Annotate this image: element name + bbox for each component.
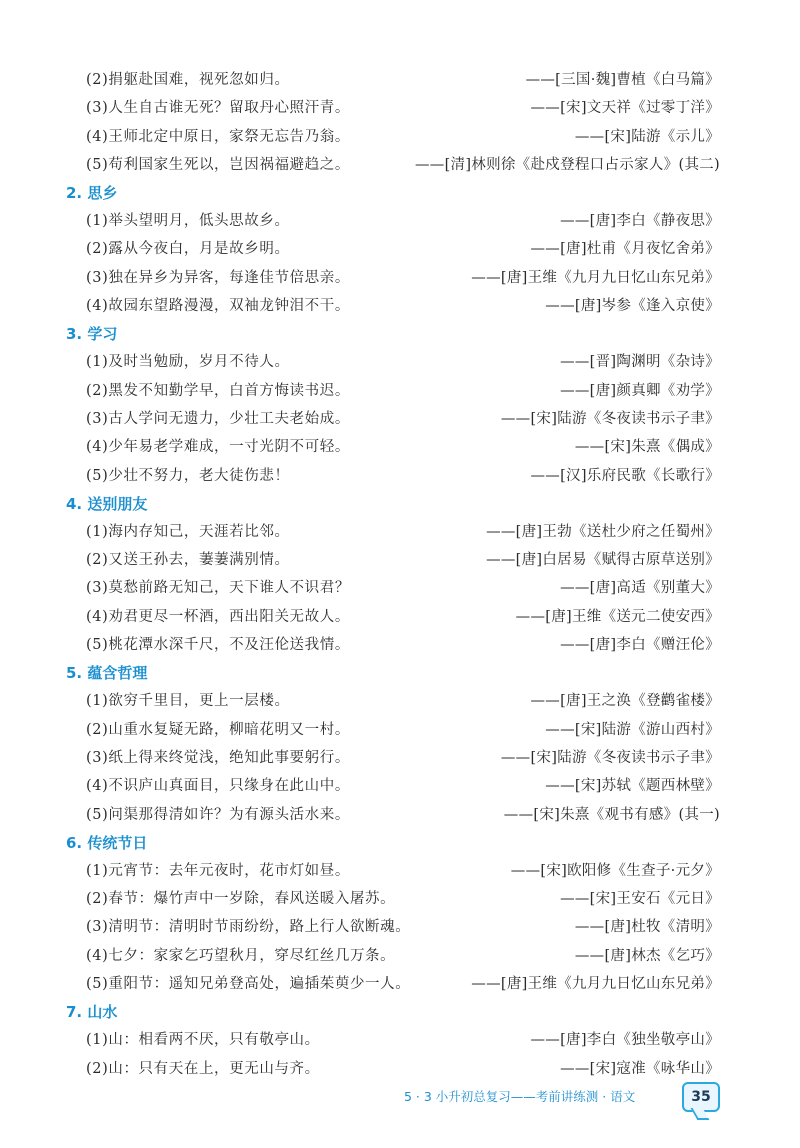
quote-text: (2)山重水复疑无路，柳暗花明又一村。 [86,721,350,738]
quote-source: ——[唐]李白《赠汪伦》 [560,637,720,654]
quote-line [0,574,800,602]
quote-line [0,631,800,659]
quote-line [0,377,800,405]
quote-source: ——[宋]文天祥《过零丁洋》 [530,100,720,117]
quote-text: (1)海内存知己，天涯若比邻。 [86,523,290,540]
section-title: 4. 送别朋友 [66,494,148,513]
quote-source: ——[唐]李白《独坐敬亭山》 [530,1032,720,1049]
quote-source: ——[宋]朱熹《偶成》 [574,439,720,456]
quote-source: ——[唐]王之涣《登鹳雀楼》 [530,693,720,710]
quote-source: ——[宋]寇准《咏华山》 [560,1060,720,1077]
quote-line [0,772,800,800]
quote-text: (5)少壮不努力，老大徒伤悲！ [86,467,290,484]
quote-source: ——[汉]乐府民歌《长歌行》 [530,467,720,484]
section-title: 3. 学习 [66,325,118,344]
quote-line [0,264,800,292]
quote-line [0,1026,800,1054]
quote-text: (4)王师北定中原日，家祭无忘告乃翁。 [86,128,350,145]
quote-line [0,123,800,151]
section [0,998,800,1083]
quote-source: ——[唐]王维《九月九日忆山东兄弟》 [471,976,720,993]
quote-text: (5)问渠那得清如许？为有源头活水来。 [86,806,350,823]
quote-text: (2)露从今夜白，月是故乡明。 [86,241,290,258]
quote-text: (4)七夕：家家乞巧望秋月，穿尽红丝几万条。 [86,947,396,964]
quote-source: ——[唐]王维《送元二使安西》 [515,608,720,625]
quote-source: ——[唐]杜甫《月夜忆舍弟》 [530,241,720,258]
quote-source: ——[唐]岑参《逢入京使》 [545,298,720,315]
quote-source: ——[宋]欧阳修《生查子·元夕》 [510,862,720,879]
section-title: 6. 传统节日 [66,833,148,852]
quote-text: (2)春节：爆竹声中一岁除，春风送暖入屠苏。 [86,891,396,908]
quote-line [0,292,800,320]
quote-line [0,1055,800,1083]
quote-line [0,716,800,744]
quote-text: (2)捐躯赴国难，视死忽如归。 [86,72,290,88]
quote-text: (5)重阳节：遥知兄弟登高处，遍插茱萸少一人。 [86,976,411,993]
section-title: 5. 蕴含哲理 [66,664,148,683]
quote-text: (1)欲穷千里目，更上一层楼。 [86,693,290,710]
quote-text: (5)苟利国家生死以，岂因祸福避趋之。 [86,156,350,173]
quote-source: ——[宋]陆游《冬夜读书示子聿》 [500,410,720,427]
quote-source: ——[清]林则徐《赴戍登程口占示家人》(其二) [414,156,720,173]
quote-line [0,885,800,913]
quote-line [0,970,800,998]
quote-text: (3)人生自古谁无死？留取丹心照汗青。 [86,100,350,117]
section [0,490,800,659]
intro-lines [0,0,800,179]
quote-source: ——[宋]陆游《游山西村》 [545,721,720,738]
quote-text: (1)举头望明月，低头思故乡。 [86,213,290,230]
badge-tail [691,1108,710,1120]
quote-line [0,151,800,179]
quote-text: (1)及时当勉励，岁月不待人。 [86,354,290,371]
quote-text: (4)少年易老学难成，一寸光阴不可轻。 [86,439,350,456]
quote-text: (3)独在异乡为异客，每逢佳节倍思亲。 [86,269,350,286]
section [0,179,800,320]
quote-source: ——[唐]白居易《赋得古原草送别》 [486,552,720,569]
quote-source: ——[宋]陆游《冬夜读书示子聿》 [500,749,720,766]
quote-line [0,66,800,94]
quote-line [0,546,800,574]
quote-text: (4)不识庐山真面目，只缘身在此山中。 [86,778,350,795]
quote-line [0,744,800,772]
section-title: 2. 思乡 [66,184,118,203]
quote-source: ——[唐]王维《九月九日忆山东兄弟》 [471,269,720,286]
section-title: 7. 山水 [66,1003,118,1022]
quote-source: ——[三国·魏]曹植《白马篇》 [525,72,720,88]
quote-source: ——[宋]朱熹《观书有感》(其一) [503,806,720,823]
quote-line [0,603,800,631]
quote-text: (4)故园东望路漫漫，双袖龙钟泪不干。 [86,298,350,315]
quote-source: ——[唐]王勃《送杜少府之任蜀州》 [486,523,720,540]
quote-line [0,913,800,941]
quote-source: ——[宋]苏轼《题西林壁》 [545,778,720,795]
quote-source: ——[唐]李白《静夜思》 [560,213,720,230]
section [0,659,800,828]
footer-text: 5 · 3 小升初总复习——考前讲练测 · 语文 [404,1089,636,1104]
quote-text: (3)古人学问无遗力，少壮工夫老始成。 [86,410,350,427]
quote-line [0,687,800,715]
quote-line [0,857,800,885]
quote-text: (5)桃花潭水深千尺，不及汪伦送我情。 [86,637,350,654]
quote-text: (3)莫愁前路无知己，天下谁人不识君？ [86,580,350,597]
quote-line [0,518,800,546]
quote-line [0,942,800,970]
page-number-badge [682,1082,720,1112]
section [0,320,800,489]
quote-text: (3)清明节：清明时节雨纷纷，路上行人欲断魂。 [86,919,411,936]
quote-source: ——[宋]陆游《示儿》 [574,128,720,145]
quote-source: ——[唐]高适《别董大》 [560,580,720,597]
quote-line [0,207,800,235]
quote-source: ——[唐]林杰《乞巧》 [574,947,720,964]
quote-text: (2)黑发不知勤学早，白首方悔读书迟。 [86,382,350,399]
quote-source: ——[唐]颜真卿《劝学》 [560,382,720,399]
quote-text: (1)元宵节：去年元夜时，花市灯如昼。 [86,862,350,879]
quote-source: ——[宋]王安石《元日》 [560,891,720,908]
quote-text: (1)山：相看两不厌，只有敬亭山。 [86,1032,320,1049]
quote-source: ——[唐]杜牧《清明》 [574,919,720,936]
quote-source: ——[晋]陶渊明《杂诗》 [560,354,720,371]
section [0,829,800,998]
quote-text: (2)又送王孙去，萋萋满别情。 [86,552,290,569]
quote-line [0,801,800,829]
sections [0,179,800,1083]
quote-line [0,94,800,122]
quote-line [0,348,800,376]
quote-text: (3)纸上得来终觉浅，绝知此事要躬行。 [86,749,350,766]
quote-line [0,433,800,461]
quote-text: (2)山：只有天在上，更无山与齐。 [86,1060,320,1077]
page-number: 35 [691,1089,711,1105]
quote-line [0,235,800,263]
quote-line [0,462,800,490]
quote-line [0,405,800,433]
quote-text: (4)劝君更尽一杯酒，西出阳关无故人。 [86,608,350,625]
